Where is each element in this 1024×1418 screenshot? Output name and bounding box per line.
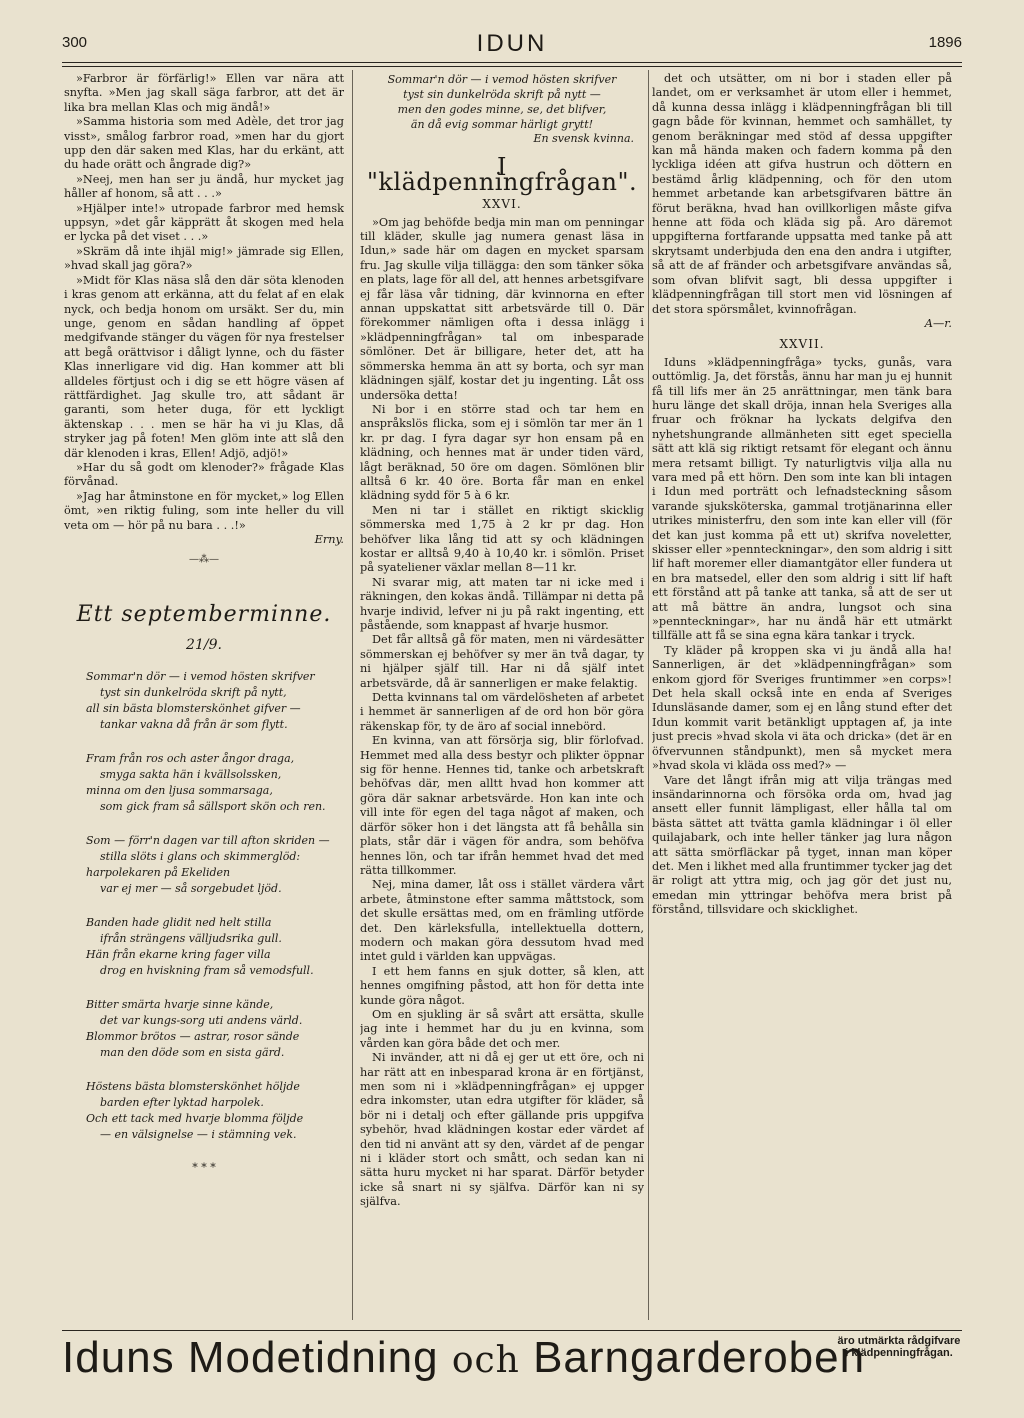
story-text [64,72,344,533]
motto-line: tyst sin dunkelröda skrift på nytt — [403,88,601,101]
article-paragraph: Nej, mina damer, låt oss i stället värdera vårt arbete, åtminstone efter samma måttstock, som det skulle ersättas med, om en främling utförde det. Den kärleksfulla, intellektuella dottern, modern och makan göra dessutom hvad med intet guld i världen kan uppvägas. [360,878,644,964]
poem-line: minna om den ljusa sommarsaga, [86,783,273,797]
article-paragraph: Det får alltså gå för maten, men ni värdesätter sömmerskan ej behöfver sy mer än två dagar, ty ni hjälper själf till. Har ni då själf intet arbetsvärde, då är sannerligen er make felaktig. [360,633,644,690]
poem-line: var ej mer — så sorgebudet ljöd. [100,881,282,895]
poem-line: — en välsignelse — i stämning vek. [100,1127,297,1141]
poem-stars: * * * [192,1160,216,1174]
poem-stanza [86,1079,344,1143]
header-rule-thin [62,66,962,67]
article-paragraph: Ni bor i en större stad och tar hem en anspråkslös flicka, som ej i sömlön tar mer än 1 kr. pr dag. I fyra dagar syr hon ensam på en klädning, och hennes mat är under tiden värd, lågt beräknad, 50 öre om dagen. Sömlönen blir alltså 6 kr. 40 öre. Borta får man en enkel klädning sydd för 5 à 6 kr. [360,402,644,503]
article-2-paragraph: Ty kläder på kroppen ska vi ju ändå alla ha! Sannerligen, är det »klädpenningfrågan» som enkom gjord för Sveriges fruntimmer »en corps»! Det hela skall också inte en enda af Sveriges Idunsläsande damer, som ej en lång stund efter det Idun kommit varit betänkligt upptagen af, ja inte just precis »hvad skola vi äta och dricka» (det är en öfvervunnen ståndpunkt), men så mycket mera »hvad skola vi kläda oss med?» — [652,643,952,773]
poem-body [64,669,344,1143]
advert-part1: Iduns Modetidning [62,1333,452,1382]
article-paragraph: »Om jag behöfde bedja min man om penningar till kläder, skulle jag numera genast läsa in Idun,» sade här om dagen en mycket sparsam fru. Jag skulle vilja tillägga: den som tänker söka en plats, lage för all del, att hennes arbetsgifvare ej får läsa vår tidning, där kvinnorna en efter annan uppskattat sitt arbetsvärde till 0. Där förekommer nämligen ofta i dessa inlägg i »klädpenningfrågan» tal om inbesparade sömlöner. Det är billigare, heter det, att ha sömmerska hemma än att sy borta, och syr man klädningen själf, kostar det ju ingenting. Låt oss undersöka detta! [360,215,644,402]
article-paragraph: Detta kvinnans tal om värdelösheten af arbetet i hemmet är sannerligen af de ord hon bör göra räkenskap för, ty de äro af social innebörd. [360,691,644,733]
poem-line: all sin bästa blomsterskönhet gifver — [86,701,301,715]
advert-headline [62,1333,865,1383]
advert-banner [62,1330,962,1391]
article-signature: A—r. [924,316,952,330]
poem-line: Blommor brötos — astrar, rosor sände [86,1029,300,1043]
column-divider-1 [352,70,353,1320]
poem-line: Banden hade glidit ned helt stilla [86,915,272,929]
ornament-divider: —⁂— [189,554,219,566]
poem-line: drog en hviskning fram så vemodsfull. [100,963,314,977]
story-paragraph: »Hjälper inte!» utropade farbror med hemsk uppsyn, »det går käpprätt åt skogen med hela er lycka på det viset . . .» [64,201,344,244]
poem-line: Bitter smärta hvarje sinne kände, [86,997,274,1011]
poem-title: Ett septemberminne. [76,601,332,627]
story-paragraph: »Neej, men han ser ju ändå, hur mycket jag håller af honom, så att . . .» [64,172,344,201]
poem-line: Höstens bästa blomsterskönhet höljde [86,1079,300,1093]
column-right [652,72,952,1320]
story-paragraph: »Jag har åtminstone en för mycket,» log Ellen ömt, »en riktig fuling, som inte heller du vill veta om — hör på nu bara . . .!» [64,489,344,532]
article-number-2: XXVII. [779,337,825,352]
article-continued-text [652,72,952,317]
poem-line: Sommar'n dör — i vemod hösten skrifver [86,669,315,683]
advert-och: och [451,1340,520,1381]
story-paragraph: »Samma historia som med Adèle, det tror jag visst», smålog farbror road, »men har du gjort upp den där saken med Klas, har du erkänt, att du hade orätt och ångrade dig?» [64,115,344,172]
article-2-paragraph: Vare det långt ifrån mig att vilja trängas med insändarinnorna och försöka orda om, hvad jag ansett eller funnit lämpligast, eller hålla tal om bästa sättet att tvätta gamla klädningar i öl eller quilajabark, och inte heller tänker jag lura någon att sätta smörfläckar på tyget, innan man köper det. Men i likhet med alla fruntimmer tycker jag det är roligt att yttra mig, och jag gör det just nu, emedan min yttringar behöfva mera brist på förstånd, tillsvidare och skicklighet. [652,773,952,917]
poem-stanza [86,751,344,815]
poem-line: stilla slöts i glans och skimmerglöd: [100,849,301,863]
poem-line: tankar vakna då från är som flytt. [100,717,288,731]
poem-line: smyga sakta hän i kvällsolssken, [100,767,282,781]
poem-line: man den döde som en sista gärd. [100,1045,285,1059]
poem-line: harpolekaren på Ekeliden [86,865,231,879]
page-header [62,32,962,62]
motto-line: Sommar'n dör — i vemod hösten skrifver [387,73,617,86]
poem-line: som gick fram så sällsport skön och ren. [100,799,326,813]
page-number-right: 1896 [928,34,962,51]
poem-line: Hän från ekarne kring fager villa [86,947,271,961]
page-number-left: 300 [62,34,88,51]
story-paragraph: »Farbror är förfärlig!» Ellen var nära att snyfta. »Men jag skall säga farbror, att det är lika bra mellan Klas och mig ändå!» [64,72,344,114]
poem-line: Och ett tack med hvarje blomma följde [86,1111,304,1125]
motto-line: men den godes minne, se, det blifver, [397,103,607,116]
motto-verse [360,72,644,132]
column-divider-2 [648,70,649,1320]
article-paragraph: Men ni tar i stället en riktigt skicklig sömmerska med 1,75 à 2 kr pr dag. Hon behöfver lika lång tid att sy och klädningen kostar er alltså 9,40 à 10,40 kr. i sömlön. Priset på syateliener växlar mellan 8—11 kr. [360,503,644,575]
advert-part2: Barngarderoben [519,1333,866,1382]
motto-line: än då evig sommar härligt grytt! [410,118,594,131]
column-left [64,72,344,1320]
story-paragraph: »Midt för Klas näsa slå den där söta klenoden i kras genom att erkänna, att du felat af en elak nyck, och bedja honom om ursäkt. Ser du, min unge, genom en sådan handling af öppet medgifvande stänger du vägen för nya frestelser att begå orättvisor i dåligt lynne, och du fäster Klas innerligare vid dig. Han kommer att bli alldeles förtjust och i dig se ett högre väsen af rättfärdighet. Jag skulle tro, att sådant är garanti, som heter duga, för ett lyckligt äktenskap . . . men se här ha vi ju Klas, då stryker jag på foten! Men glöm inte att slå den där klenoden i kras, Ellen! Adjö, adjö!» [64,273,344,460]
column-middle [360,72,644,1320]
article-paragraph: Ni invänder, att ni då ej ger ut ett öre, och ni har rätt att en inbesparad krona är en förtjänst, men som ni i »klädpenningfrågan» ej uppger edra inkomster, utan edra utgifter för kläder, så bör ni i detalj och efter gällande pris uppgifva sybehör, hvad klädningen kostar eder värdet af den tid ni använt att sy den, värdet af de pengar ni i kläder stort och smått, och sedan kan ni sätta huru mycket ni har sparat. Därför betyder icke så snart ni sy själfva. Därför kan ni sy själfva. [360,1051,644,1209]
article-number: XXVI. [482,197,522,212]
article-paragraph: Ni svarar mig, att maten tar ni icke med i räkningen, den kokas ändå. Tillämpar ni detta på hvarje individ, lefver ni ju på rakt ingenting, ett påstående, som knappast af hvarje husmor. [360,575,644,632]
poem-stanza [86,915,344,979]
poem-line: barden efter lyktad harpolek. [100,1095,264,1109]
story-paragraph: »Skräm då inte ihjäl mig!» jämrade sig Ellen, »hvad skall jag göra?» [64,244,344,273]
article-title: I "klädpenningfrågan". [366,153,638,196]
header-rule [62,62,962,63]
poem-date: 21/9. [186,637,222,654]
motto-signature: En svensk kvinna. [533,132,634,145]
article-text [360,216,644,1210]
poem-stanza [86,669,344,733]
article-2-paragraph: Iduns »klädpenningfråga» tycks, gunås, vara outtömlig. Ja, det förstås, ännu har man ju ej hunnit få till lifs mer än 25 anrättningar, men tänk bara huru länge det skall dröja, innan hela Sveriges alla fruar och fröknar ha lyckats delgifva den nyhetshungrande allmänheten sitt eget speciella sätt att klä sig riktigt retsamt för elegant och ännu mera retsamt billigt. Ty naturligtvis vilja alla nu vara med på ett hörn. Den som inte kan bli intagen i Idun med porträtt och lefnadsteckning såsom varande sjuksköterska, gammal trotjänarinna eller utrikes ministerfru, den som inte kan eller vill (för det kan just komma på ett ut) skrifva noveletter, skisser eller »pennteckningar», den som aldrig i sitt lif haft moremer eller diamantgätor eller fundera ut en bra matsedel, eller den som aldrig i sitt lif haft ett förstånd att på tanke att tanka, så att de ser ut att må bättre än andra, lungsot och sina »pennteckningar», har nu ändå här ett utmärkt tillfälle att få se sina egna kära tankar i tryck. [652,355,952,643]
poem-stanza [86,997,344,1061]
poem-line: tyst sin dunkelröda skrift på nytt, [100,685,287,699]
story-signature: Erny. [314,533,344,546]
poem-line: Fram från ros och aster ångor draga, [86,751,295,765]
story-paragraph: »Har du så godt om klenoder?» frågade Klas förvånad. [64,460,344,489]
poem-line: det var kungs-sorg uti andens värld. [100,1013,303,1027]
poem-line: Som — förr'n dagen var till afton skriden — [86,833,330,847]
article-paragraph: Om en sjukling är så svårt att ersätta, skulle jag inte i hemmet har du ju en kvinna, som vården kan göra både det och mer. [360,1007,644,1050]
poem-line: ifrån strängens välljudsrika gull. [100,931,282,945]
article-paragraph: En kvinna, van att försörja sig, blir förlofvad. Hemmet med alla dess bestyr och plikter öppnar sig för henne. Hennes tid, tanke och arbetskraft behöfvas där, men alltt hvad hon kommer att göra där saknar arbetsvärde. Hon kan inte och vill inte för egen del taga något af maken, och därför söker hon i det längsta att få behålla sin plats, står där i vägen för andra, som behöfva hennes lön, och tar ifrån hemmet hvad det med rätta tillkommer. [360,734,644,877]
article-2-text [652,356,952,918]
article-paragraph: det och utsätter, om ni bor i staden eller på landet, om er verksamhet är utom eller i hemmet, då kunna dessa inlägg i klädpenningfrågan bli till gagn både för kvinnan, hemmet och samhället, ty genom beräkningar med stöd af dessa uppgifter kan må hända maken och fadern komma på den lyckliga idéen att gifva hustrun och döttern en bestämd årlig klädpenning, och för den utom hemmet arbetande kan arbetsgifvaren bättre än förut beräkna, hvad han ovillkorligen måste gifva henne att föda och kläda sig på. Aro däremot uppgifterna fortfarande uppsatta med tanke på att skrytsamt underbjuda den ena den andra i utgifter, så att de af fränder och arbetsgifvare användas så, som ofvan blifvit sagt, bli dessa uppgifter i klädpenningfrågan till stort men vid lösningen af det stora spörsmålet, kvinnofrågan. [652,72,952,316]
poem-stanza [86,833,344,897]
article-paragraph: I ett hem fanns en sjuk dotter, så klen, att hennes omgifning påstod, att hon för detta inte kunde göra något. [360,964,644,1007]
masthead-title: IDUN [476,30,548,57]
advert-tagline: äro utmärkta rådgifvare i klädpenningfrågan. [837,1335,961,1359]
